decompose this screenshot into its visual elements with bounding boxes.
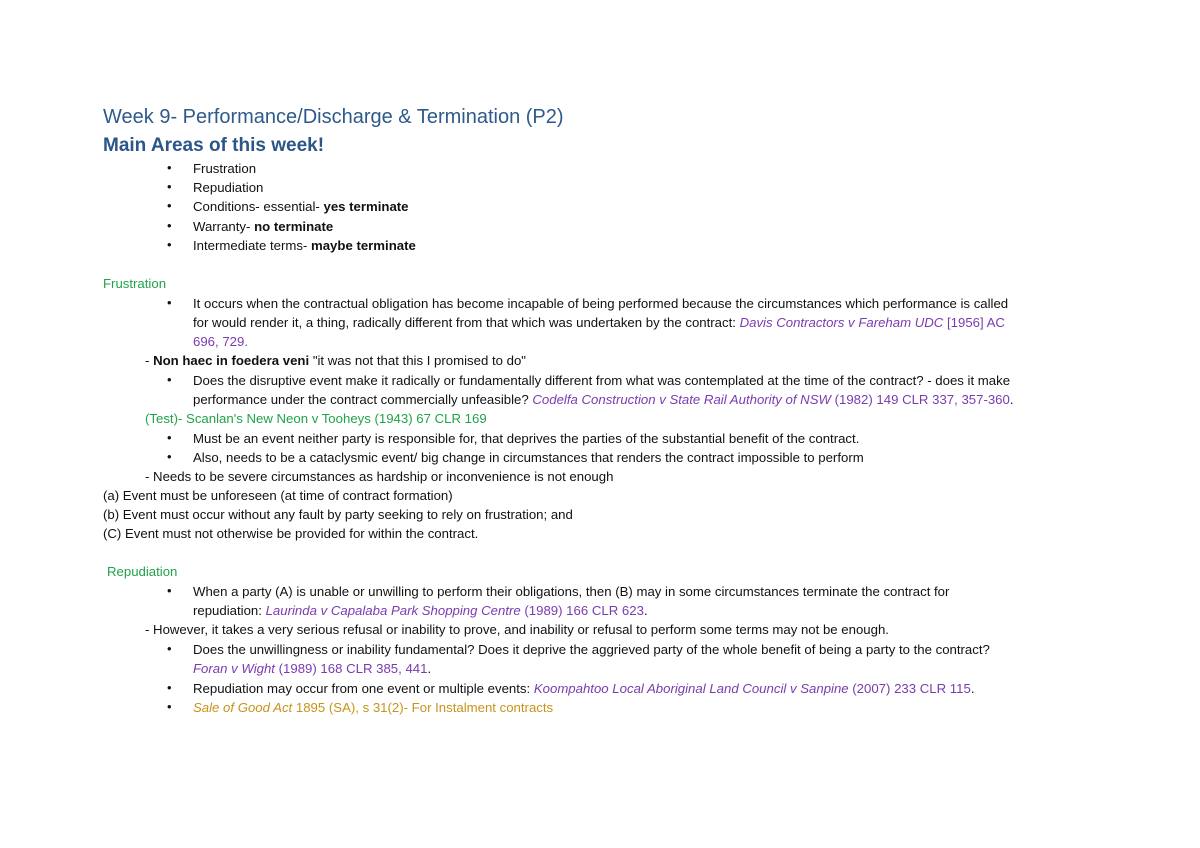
test-label: (Test)- [145,411,187,426]
paragraph-line [193,699,553,716]
paragraph-line [193,680,974,697]
paragraph-end: . [643,603,648,618]
case-citation: Codelfa Construction v State Rail Authority of NSW [532,392,831,407]
case-citation: Laurinda v Capalaba Park Shopping Centre [265,603,521,618]
paragraph-line [193,391,1014,408]
section-heading-frustration: Frustration [103,276,167,291]
list-item [193,160,256,177]
citation-reference: [1956] AC [943,315,1005,330]
bullet-icon: • [167,699,172,714]
dash-note: - Needs to be severe circumstances as hardship or inconvenience is not enough [145,469,614,484]
statute-citation: Sale of Good Act [193,700,293,715]
bullet-icon: • [167,583,172,598]
paragraph-line: Does the disruptive event make it radically or fundamentally different from what was contemplated at the time of the contract? - does it make [193,373,1011,388]
paragraph-line: Also, needs to be a cataclysmic event/ big change in circumstances that renders the contract impossible to perform [193,450,864,465]
test-line [145,410,487,427]
list-item-text: Warranty- [193,219,255,234]
paragraph-line: Does the unwillingness or inability fundamental? Does it deprive the aggrieved party of the whole benefit of being a party to the contract? [193,642,990,657]
bullet-icon: • [167,680,172,695]
case-citation: Koompahtoo Local Aboriginal Land Council v Sanpine [533,681,849,696]
latin-maxim: Non haec in foedera veni [153,353,310,368]
paragraph-end: . [970,681,975,696]
case-citation: Davis Contractors v Fareham UDC [739,315,944,330]
list-item-bold: no terminate [254,219,334,234]
bullet-icon: • [167,160,172,175]
list-item-text: Conditions- essential- [193,199,324,214]
paragraph-line [193,602,648,619]
list-item [193,218,333,235]
citation-reference: (1989) 166 CLR 623 [520,603,644,618]
paragraph-text: performance under the contract commercially unfeasible? [193,392,533,407]
page-title: Week 9- Performance/Discharge & Termination (P2) [103,106,564,128]
paragraph-line: When a party (A) is unable or unwilling to perform their obligations, then (B) may in some circumstances terminate the contract for [193,584,950,599]
list-item-text: Repudiation [193,180,264,195]
statute-reference: 1895 (SA), s 31(2)- For Instalment contracts [292,700,554,715]
dash-prefix: - [145,353,154,368]
bullet-icon: • [167,430,172,445]
bullet-icon: • [167,372,172,387]
bullet-icon: • [167,449,172,464]
dash-note: - However, it takes a very serious refusal or inability to prove, and inability or refusal to perform some terms may not be enough. [145,622,889,637]
requirement-b: (b) Event must occur without any fault by party seeking to rely on frustration; and [103,507,573,522]
bullet-icon: • [167,198,172,213]
bullet-icon: • [167,237,172,252]
list-item-bold: maybe terminate [311,238,416,253]
paragraph-text: for would render it, a thing, radically different from that which was undertaken by the contract: [193,315,740,330]
bullet-icon: • [167,641,172,656]
paragraph-line: It occurs when the contractual obligation has become incapable of being performed because the circumstances which performance is called [193,296,1009,311]
paragraph-line [193,660,431,677]
page-subtitle: Main Areas of this week! [103,135,325,156]
list-item-text: Intermediate terms- [193,238,311,253]
paragraph-line [193,314,1005,331]
citation-reference: (1989) 168 CLR 385, 441 [274,661,428,676]
citation-reference: 696, 729. [193,334,248,349]
requirement-c: (C) Event must not otherwise be provided for within the contract. [103,526,479,541]
list-item [193,179,263,196]
section-heading-repudiation: Repudiation [107,564,178,579]
citation-reference: (1982) 149 CLR 337, 357-360 [830,392,1010,407]
citation-reference: (2007) 233 CLR 115 [848,681,971,696]
dash-note [145,352,526,369]
paragraph-line: Must be an event neither party is responsible for, that deprives the parties of the substantial benefit of the contract. [193,431,860,446]
requirement-a: (a) Event must be unforeseen (at time of contract formation) [103,488,453,503]
list-item [193,198,409,215]
paragraph-text: Repudiation may occur from one event or multiple events: [193,681,534,696]
list-item-text: Frustration [193,161,257,176]
bullet-icon: • [167,295,172,310]
paragraph-end: . [1009,392,1014,407]
dash-text: "it was not that this I promised to do" [309,353,526,368]
list-item-bold: yes terminate [323,199,409,214]
case-citation: Foran v Wight [193,661,275,676]
paragraph-text: repudiation: [193,603,266,618]
list-item [193,237,416,254]
bullet-icon: • [167,218,172,233]
paragraph-end: . [427,661,432,676]
test-case: Scanlan's New Neon v Tooheys (1943) 67 CLR 169 [186,411,487,426]
bullet-icon: • [167,179,172,194]
